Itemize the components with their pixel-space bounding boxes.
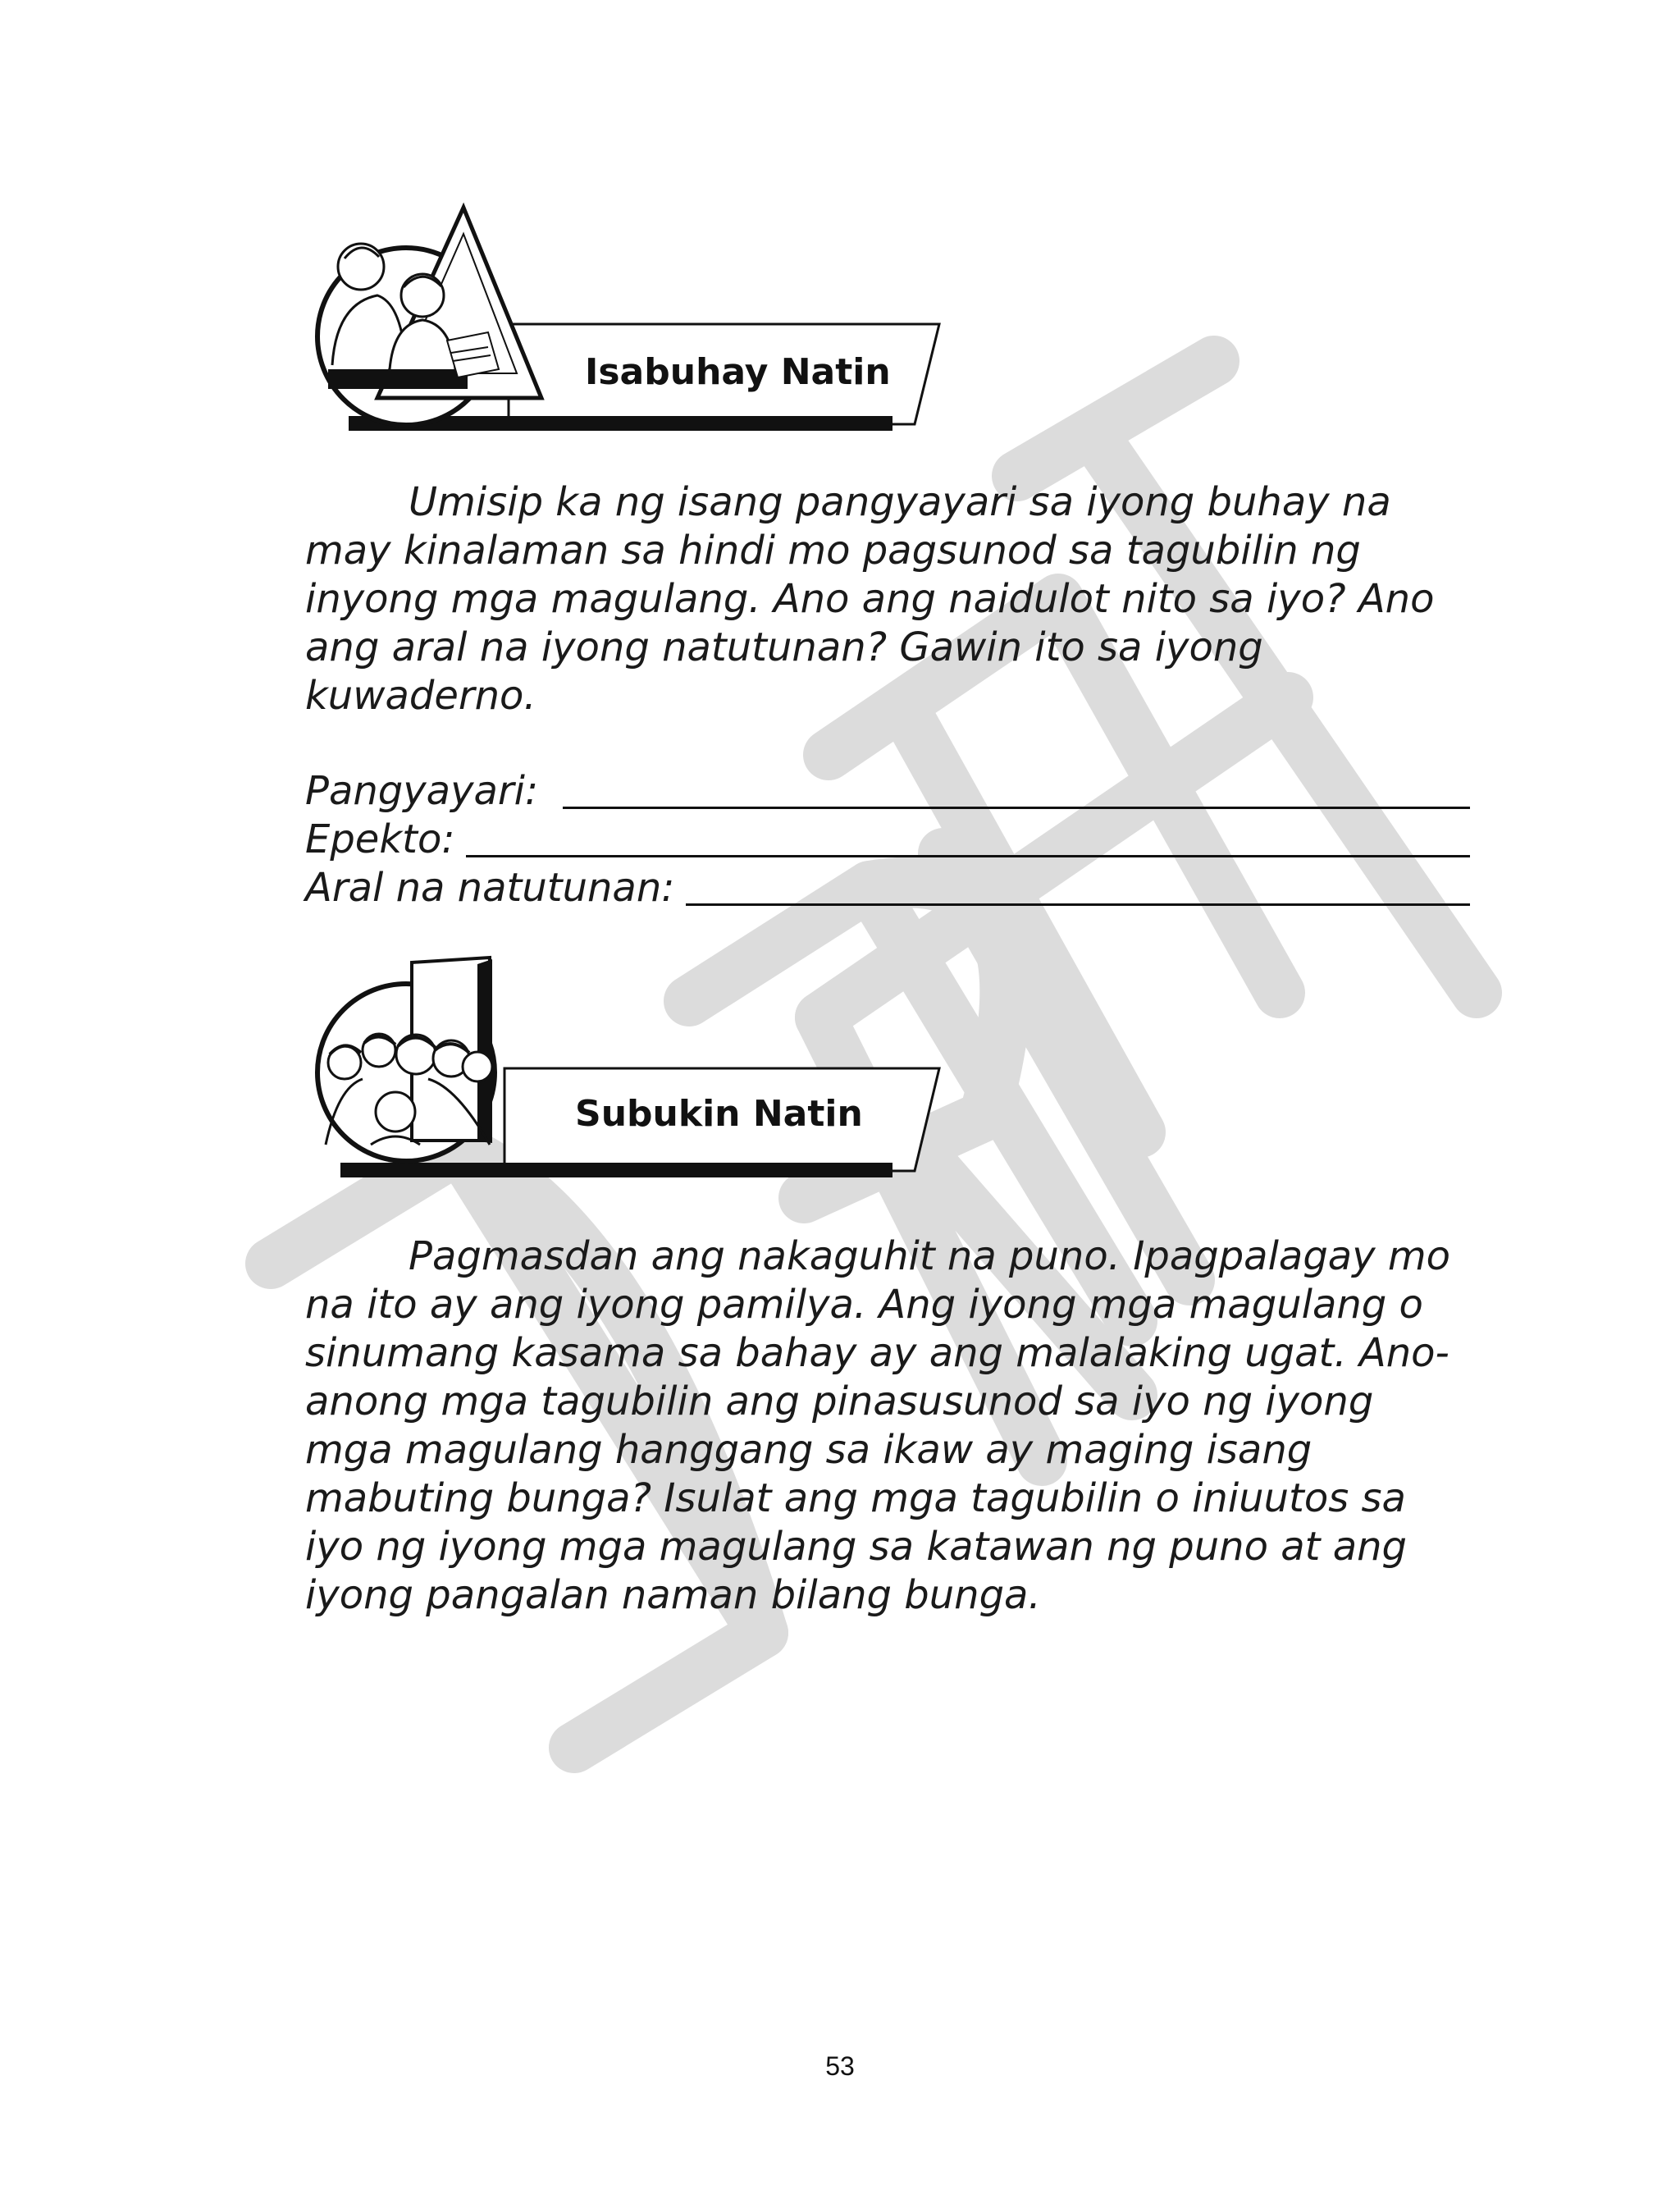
subukin-natin-header (304, 956, 943, 1194)
aral-answer-line[interactable] (686, 903, 1470, 906)
reflection-form (305, 767, 1470, 912)
epekto-answer-line[interactable] (466, 855, 1470, 857)
students-triangle-icon (312, 201, 525, 406)
epekto-field-row (305, 816, 1470, 864)
aral-field-row (305, 864, 1470, 912)
isabuhay-instructions: Umisip ka ng isang pangyayari sa iyong buhay na may kinalaman sa hindi mo pagsunod sa tagubilin ng inyong mga magulang. Ano ang naidulot nito sa iyo? Ano ang aral na iyong natutunan? Gawin ito sa iyong kuwaderno. (305, 479, 1435, 719)
pangyayari-field-row (305, 767, 1470, 816)
epekto-label: Epekto: (305, 816, 455, 862)
isabuhay-natin-header (304, 201, 943, 439)
page-number: 53 (825, 2051, 855, 2081)
section-title: Isabuhay Natin (585, 351, 891, 393)
subukin-instructions: Pagmasdan ang nakaguhit na puno. Ipagpalagay mo na ito ay ang iyong pamilya. Ang iyong mga magulang o sinumang kasama sa bahay ay ang malalaking ugat. Ano-anong mga tagubilin ang pinasusunod sa iyo ng iyong mga magulang hanggang sa ikaw ay maging isang mabuting bunga? Isulat ang mga tagubilin o iniuutos sa iyo ng iyong mga magulang sa katawan ng puno at ang iyong pangalan naman bilang bunga. (305, 1233, 1451, 1618)
aral-label: Aral na natutunan: (305, 865, 675, 911)
pangyayari-label: Pangyayari: (305, 768, 539, 814)
section-title: Subukin Natin (575, 1093, 863, 1135)
pangyayari-answer-line[interactable] (563, 807, 1470, 809)
children-doorway-icon (313, 956, 510, 1161)
